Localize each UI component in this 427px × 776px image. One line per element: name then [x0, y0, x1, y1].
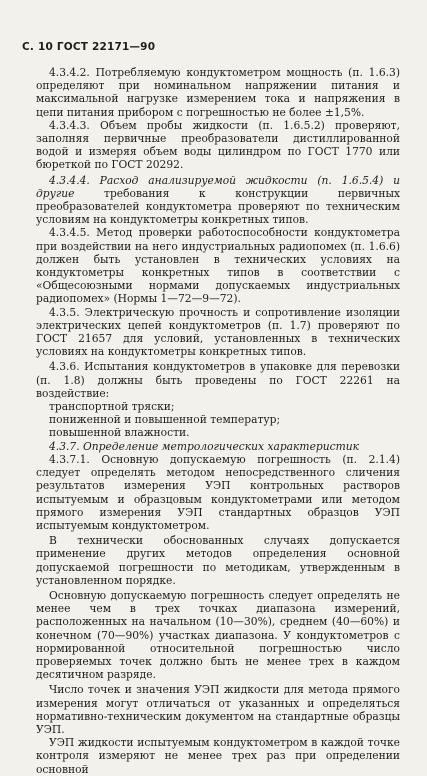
paragraph-4-3-4-3: 4.3.4.3. Объем пробы жидкости (п. 1.6.5.2) проверяют, заполняя первичные преобразователи дистиллированной водой и измеряя объем воды цилиндром по ГОСТ 1770 или бюреткой по ГОСТ 20292.: [36, 118, 400, 172]
paragraph-4-3-4-2: 4.3.4.2. Потребляемую кондуктометром мощность (п. 1.6.3) определяют при номинальном напряжении питания и максимальной нагрузке измерением тока и напряжения в цепи питания прибором с погрешностью не более ±1,5%.: [36, 66, 400, 119]
paragraph-4-3-6: 4.3.6. Испытания кондуктометров в упаковке для перевозки (п. 1.8) должны быть проведены по ГОСТ 22261 на воздействие:: [36, 360, 400, 400]
paragraph-4-3-4-4-lead: 4.3.4.4. Расход анализируемой жидкости (п. 1.6.5.4) и другие: [36, 173, 400, 200]
paragraph-4-3-4-4-rest: требования к конструкции первичных преобразователей кондуктометра проверяют по техническим условиям на кондуктометры конкретных типов.: [36, 186, 400, 227]
document-body: [36, 66, 400, 776]
paragraph-direct-measurement: Число точек и значения УЭП жидкости для метода прямого измерения могут отличаться от указанных и определяться нормативно-техническим документом на стандартные образцы УЭП.: [36, 683, 400, 736]
section-heading-4-3-7: 4.3.7. Определение метрологических характеристик: [49, 439, 360, 453]
list-item-transport-shaking: транспортной тряски;: [49, 400, 175, 414]
paragraph-4-3-4-4: [36, 174, 400, 227]
paragraph-4-3-4-5: 4.3.4.5. Метод проверки работоспособности кондуктометра при воздействии на него индустриальных радиопомех (п. 1.6.6) должен быть установлен в технических условиях на кондуктометры конкретных типов в соответствии с «Общесоюзными нормами допускаемых индустриальных радиопомех» (Нормы 1—72—9—72).: [36, 226, 400, 306]
list-item-humidity: повышенной влажности.: [49, 426, 190, 440]
paragraph-measure-three-times: УЭП жидкости испытуемым кондуктометром в каждой точке контроля измеряют не менее трех раз при определении основной: [36, 736, 400, 776]
paragraph-4-3-5: 4.3.5. Электрическую прочность и сопротивление изоляции электрических цепей кондуктометров (п. 1.7) проверяют по ГОСТ 21657 для условий, установленных в технических условиях на кондуктометры конкретных типов.: [36, 305, 400, 359]
list-item-temperature: пониженной и повышенной температур;: [49, 413, 281, 427]
page-header: С. 10 ГОСТ 22171—90: [22, 41, 156, 53]
paragraph-4-3-7-1: 4.3.7.1. Основную допускаемую погрешность (п. 2.1.4) следует определять методом непосредственного сличения результатов измерения УЭП контрольных растворов испытуемым и образцовым кондуктометрами или методом прямого измерения УЭП стандартных образцов УЭП испытуемым кондуктометром.: [36, 452, 400, 532]
paragraph-other-methods: В технически обоснованных случаях допускается применение других методов определения основной допускаемой погрешности по методикам, утвержденным в установленном порядке.: [36, 534, 400, 587]
paragraph-test-points: Основную допускаемую погрешность следует определять не менее чем в трех точках диапазона измерений, расположенных на начальном (10—30%), среднем (40—60%) и конечном (70—90%) участках диапазона. У кондуктометров с нормированной относительной погрешностью число проверяемых точек должно быть не менее трех в каждом десятичном разряде.: [36, 588, 400, 682]
